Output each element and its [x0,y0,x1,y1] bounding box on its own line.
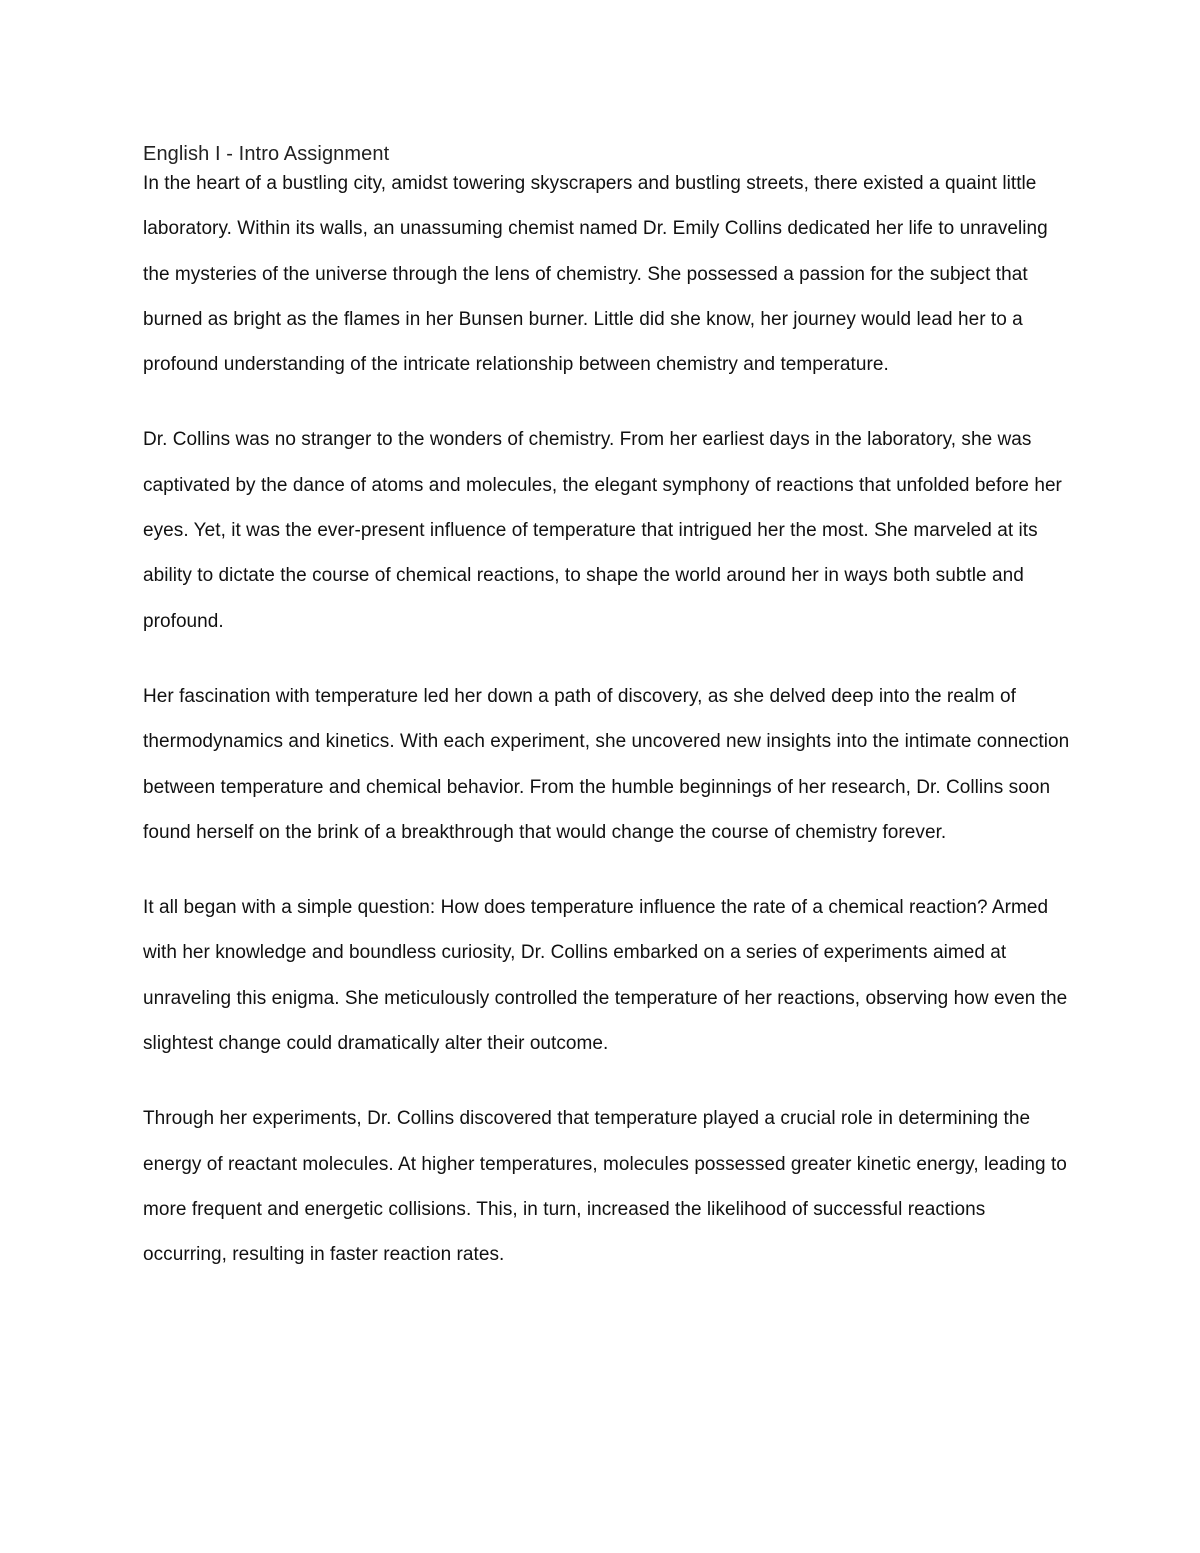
paragraph-1: In the heart of a bustling city, amidst towering skyscrapers and bustling streets, there existed a quaint little laboratory. Within its walls, an unassuming chemist named Dr. Emily Collins dedicated her life to unraveling the mysteries of the universe through the lens of chemistry. She possessed a passion for the subject that burned as bright as the flames in her Bunsen burner. Little did she know, her journey would lead her to a profound understanding of the intricate relationship between chemistry and temperature. [143,173,1048,376]
paragraph-4: It all began with a simple question: How does temperature influence the rate of a chemical reaction? Armed with her knowledge and boundless curiosity, Dr. Collins embarked on a series of experiments aimed at unraveling this enigma. She meticulously controlled the temperature of her reactions, observing how even the slightest change could dramatically alter their outcome. [143,897,1068,1055]
paragraph-5: Through her experiments, Dr. Collins discovered that temperature played a crucial role in determining the energy of reactant molecules. At higher temperatures, molecules possessed greater kinetic energy, leading to more frequent and energetic collisions. This, in turn, increased the likelihood of successful reactions occurring, resulting in faster reaction rates. [143,1108,1067,1266]
paragraph-2: Dr. Collins was no stranger to the wonders of chemistry. From her earliest days in the laboratory, she was captivated by the dance of atoms and molecules, the elegant symphony of reactions that unfolded before her eyes. Yet, it was the ever-present influence of temperature that intrigued her the most. She marveled at its ability to dictate the course of chemical reactions, to shape the world around her in ways both subtle and profound. [143,429,1062,632]
document-body [143,141,1073,1278]
paragraph-3: Her fascination with temperature led her down a path of discovery, as she delved deep into the realm of thermodynamics and kinetics. With each experiment, she uncovered new insights into the intimate connection between temperature and chemical behavior. From the humble beginnings of her research, Dr. Collins soon found herself on the brink of a breakthrough that would change the course of chemistry forever. [143,685,1070,843]
document-title: English I - Intro Assignment [143,143,390,165]
